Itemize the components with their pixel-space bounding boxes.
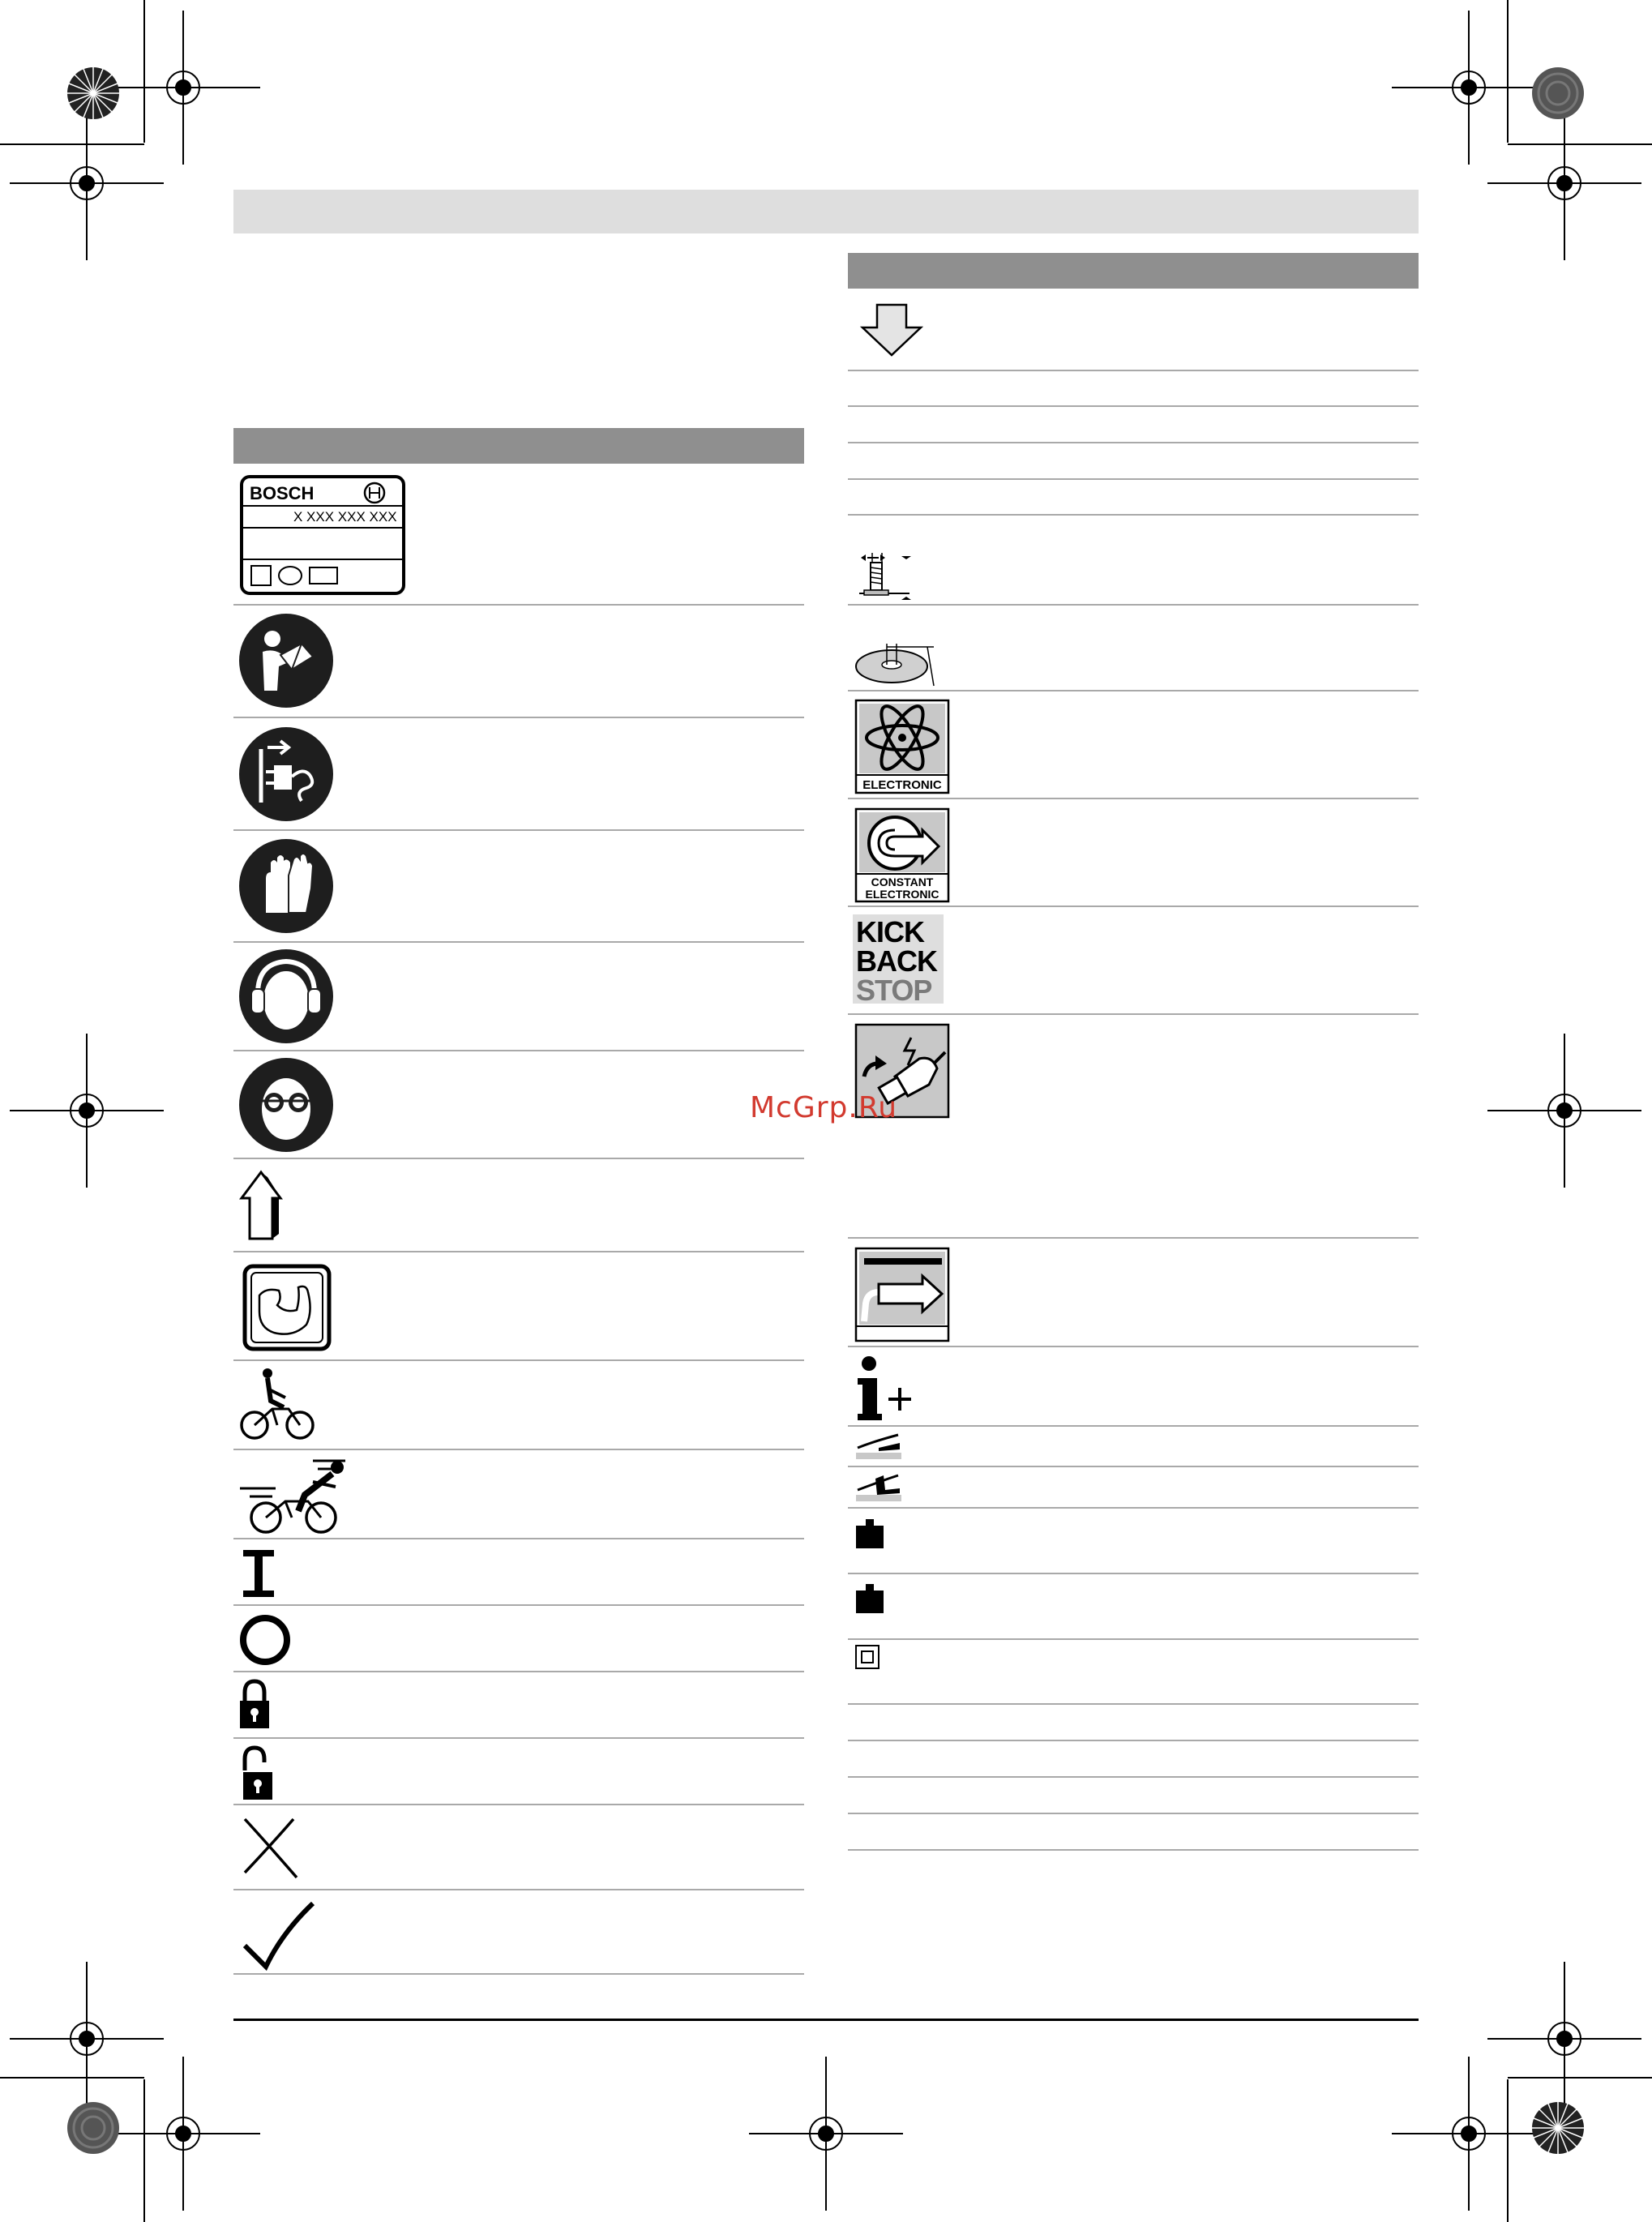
- constant-label: CONSTANT: [871, 876, 934, 888]
- row-separator: [848, 1740, 1419, 1741]
- nameplate-article-number: X XXX XXX XXX: [293, 509, 397, 524]
- switch-off-icon: [238, 1613, 292, 1667]
- weight-icon: [854, 1518, 885, 1550]
- row-separator: [233, 1158, 804, 1159]
- kickback-stop-badge-icon: [853, 914, 947, 1005]
- row-separator: [848, 1466, 1419, 1467]
- row-separator: [848, 1776, 1419, 1778]
- row-separator: [848, 905, 1419, 907]
- cutting-disc-icon: [854, 640, 939, 687]
- weight-icon-alt: [854, 1582, 885, 1615]
- row-separator: [848, 1346, 1419, 1347]
- row-separator: [848, 1849, 1419, 1851]
- constant-electronic-label: ELECTRONIC: [865, 888, 939, 901]
- tool-depth-diagram-icon: [858, 551, 916, 603]
- down-arrow-icon: [859, 303, 924, 357]
- left-table-header: [233, 428, 804, 464]
- sanding-pad-thin-icon: [854, 1432, 903, 1461]
- protection-class-ii-icon: [854, 1644, 880, 1670]
- row-separator: [848, 514, 1419, 516]
- electronic-label: ELECTRONIC: [862, 778, 942, 792]
- row-separator: [848, 1237, 1419, 1239]
- high-speed-bicycle-icon: [240, 1458, 350, 1535]
- row-separator: [233, 604, 804, 606]
- protective-gloves-icon: [238, 838, 336, 935]
- additional-information-icon: [854, 1355, 914, 1422]
- right-table-header: [848, 253, 1419, 289]
- page-header-band: [233, 190, 1419, 233]
- read-manual-icon: [238, 613, 336, 710]
- footer-rule: [233, 2019, 1419, 2021]
- row-separator: [848, 1703, 1419, 1705]
- sanding-pad-thick-icon: [854, 1471, 903, 1503]
- row-separator: [233, 1604, 804, 1606]
- row-separator: [848, 1638, 1419, 1640]
- row-separator: [233, 941, 804, 943]
- row-separator: [233, 1889, 804, 1890]
- prohibited-cross-icon: [240, 1816, 300, 1881]
- row-separator: [233, 1359, 804, 1361]
- correct-checkmark-icon: [242, 1900, 316, 1975]
- row-separator: [848, 405, 1419, 407]
- row-separator: [233, 1804, 804, 1805]
- row-separator: [848, 1507, 1419, 1509]
- row-separator: [848, 1573, 1419, 1574]
- row-separator: [848, 604, 1419, 606]
- row-separator: [233, 829, 804, 831]
- guide-rail-badge-icon: [854, 1247, 950, 1342]
- unlocked-padlock-icon: [238, 1746, 274, 1801]
- kick-label: KICK: [856, 915, 924, 948]
- row-separator: [848, 442, 1419, 443]
- nameplate-brand: BOSCH: [250, 483, 315, 503]
- electronic-badge-icon: [854, 699, 950, 794]
- row-separator: [848, 370, 1419, 371]
- lifting-direction-arrow-icon: [240, 1171, 297, 1240]
- nameplate-icon: [240, 475, 407, 597]
- row-separator: [233, 717, 804, 718]
- switch-on-icon: [240, 1548, 277, 1599]
- constant-electronic-badge-icon: [854, 807, 950, 903]
- row-separator: [233, 1973, 804, 1975]
- row-separator: [848, 1425, 1419, 1427]
- eye-protection-icon: [238, 1057, 336, 1154]
- row-separator: [233, 1449, 804, 1450]
- apply-force-muscle-icon: [242, 1263, 332, 1352]
- watermark-text: McGrp.Ru: [750, 1091, 898, 1124]
- row-separator: [848, 798, 1419, 799]
- row-separator: [848, 690, 1419, 691]
- back-label: BACK: [856, 944, 937, 978]
- low-speed-bicycle-icon: [240, 1368, 318, 1443]
- unplug-icon: [238, 726, 336, 824]
- row-separator: [848, 1813, 1419, 1814]
- locked-padlock-icon: [238, 1680, 271, 1732]
- row-separator: [848, 1013, 1419, 1015]
- row-separator: [233, 1737, 804, 1739]
- row-separator: [233, 1671, 804, 1672]
- row-separator: [233, 1050, 804, 1051]
- hearing-protection-icon: [238, 948, 336, 1046]
- stop-label: STOP: [856, 974, 932, 1007]
- row-separator: [848, 478, 1419, 480]
- row-separator: [233, 1251, 804, 1252]
- row-separator: [233, 1538, 804, 1539]
